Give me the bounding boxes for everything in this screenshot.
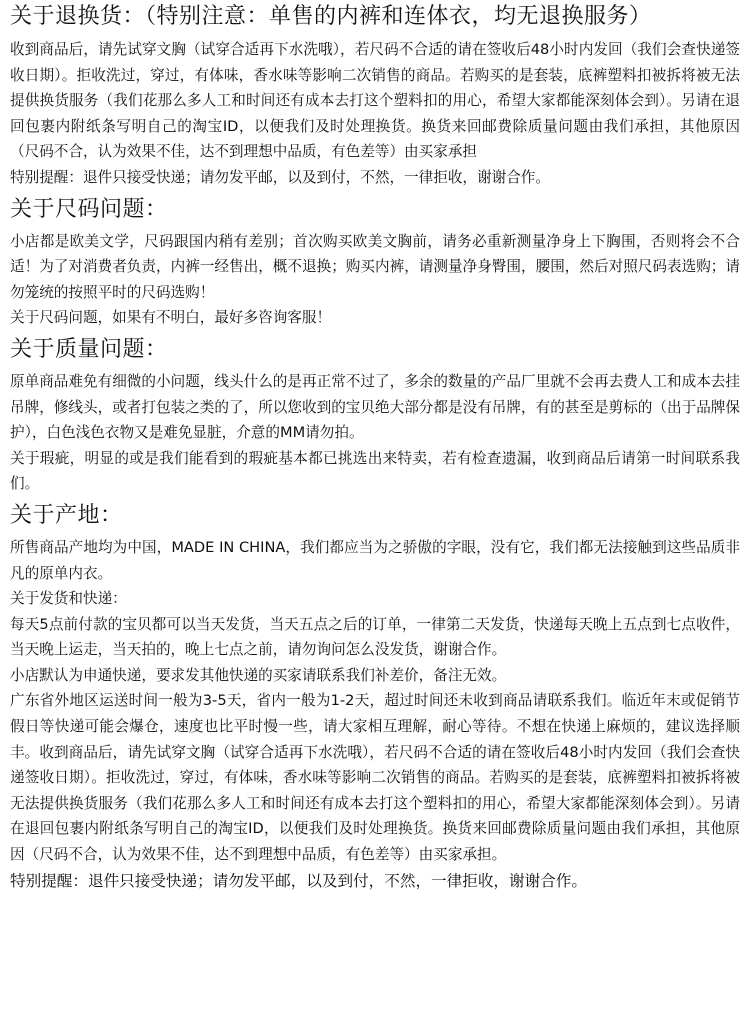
returns-policy-paragraph: 收到商品后，请先试穿文胸（试穿合适再下水洗哦），若尺码不合适的请在签收后48小时内发回（我们会查快递签收日期）。拒收洗过，穿过，有体味，香水味等影响二次销售的商品。若购买的是套装，底裤塑料扣被拆将被无法提供换货服务（我们花那么多人工和时间还有成本去打这个塑料扣的用心，希望大家都能深刻体会到）。另请在退回包裹内附纸条写明自己的淘宝ID，以便我们及时处理换货。换货来回邮费除质量问题由我们承担，其他原因（尺码不合，认为效果不佳，达不到理想中品质，有色差等）由买家承担 xyxy=(10,41,740,161)
final-reminder-paragraph: 特别提醒：退件只接受快递；请勿发平邮，以及到付，不然，一律拒收，谢谢合作。 xyxy=(10,871,587,890)
returns-heading: 关于退换货：（特别注意：单售的内裤和连体衣，均无退换服务） xyxy=(10,4,652,29)
shipping-heading-line: 关于发货和快递： xyxy=(10,590,127,608)
quality-heading: 关于质量问题： xyxy=(10,336,168,362)
shipping-time-paragraph: 每天5点前付款的宝贝都可以当天发货，当天五点之后的订单，一律第二天发货，快递每天晚上五点到七点收件，当天晚上运走，当天拍的，晚上七点之前，请勿询问怎么没发货，谢谢合作。 xyxy=(10,615,740,659)
origin-paragraph: 所售商品产地均为中国，MADE IN CHINA，我们都应当为之骄傲的字眼，没有它，我们都无法接触到这些品质非凡的原单内衣。 xyxy=(10,538,740,582)
origin-heading: 关于产地： xyxy=(10,502,123,528)
delivery-returns-paragraph: 广东省外地区运送时间一般为3-5天，省内一般为1-2天，超过时间还未收到商品请联系我们。临近年末或促销节假日等快递可能会爆仓，速度也比平时慢一些，请大家相互理解，耐心等待。不想在快递上麻烦的，建议选择顺丰。收到商品后，请先试穿文胸（试穿合适再下水洗哦），若尺码不合适的请在签收后48小时内发回（我们会查快递签收日期）。拒收洗过，穿过，有体味，香水味等影响二次销售的商品。若购买的是套装，底裤塑料扣被拆将被无法提供换货服务（我们花那么多人工和时间还有成本去打这个塑料扣的用心，希望大家都能深刻体会到）。另请在退回包裹内附纸条写明自己的淘宝ID，以便我们及时处理换货。换货来回邮费除质量问题由我们承担，其他原因（尺码不合，认为效果不佳，达不到理想中品质，有色差等）由买家承担。 xyxy=(10,692,740,864)
courier-paragraph: 小店默认为申通快递，要求发其他快递的买家请联系我们补差价，备注无效。 xyxy=(10,666,507,684)
size-policy-paragraph: 小店都是欧美文学，尺码跟国内稍有差别；首次购买欧美文胸前，请务必重新测量净身上下胸围，否则将会不合适！为了对消费者负责，内裤一经售出，概不退换；购买内裤，请测量净身臀围，腰围，然后对照尺码表选购；请勿笼统的按照平时的尺码选购！ xyxy=(10,232,740,301)
defect-policy-paragraph: 关于瑕疵，明显的或是我们能看到的瑕疵基本都已挑选出来特卖，若有检查遗漏，收到商品后请第一时间联系我们。 xyxy=(10,449,740,493)
size-contact-paragraph: 关于尺码问题，如果有不明白，最好多咨询客服！ xyxy=(10,309,332,327)
quality-policy-paragraph: 原单商品难免有细微的小问题，线头什么的是再正常不过了，多余的数量的产品厂里就不会再去费人工和成本去挂吊牌，修线头，或者打包装之类的了，所以您收到的宝贝绝大部分都是没有吊牌，有的甚至是剪标的（出于品牌保护），白色浅色衣物又是难免显脏，介意的MM请勿拍。 xyxy=(10,372,740,442)
size-heading: 关于尺码问题： xyxy=(10,196,168,222)
returns-reminder-paragraph: 特别提醒：退件只接受快递；请勿发平邮，以及到付，不然，一律拒收，谢谢合作。 xyxy=(10,168,550,186)
